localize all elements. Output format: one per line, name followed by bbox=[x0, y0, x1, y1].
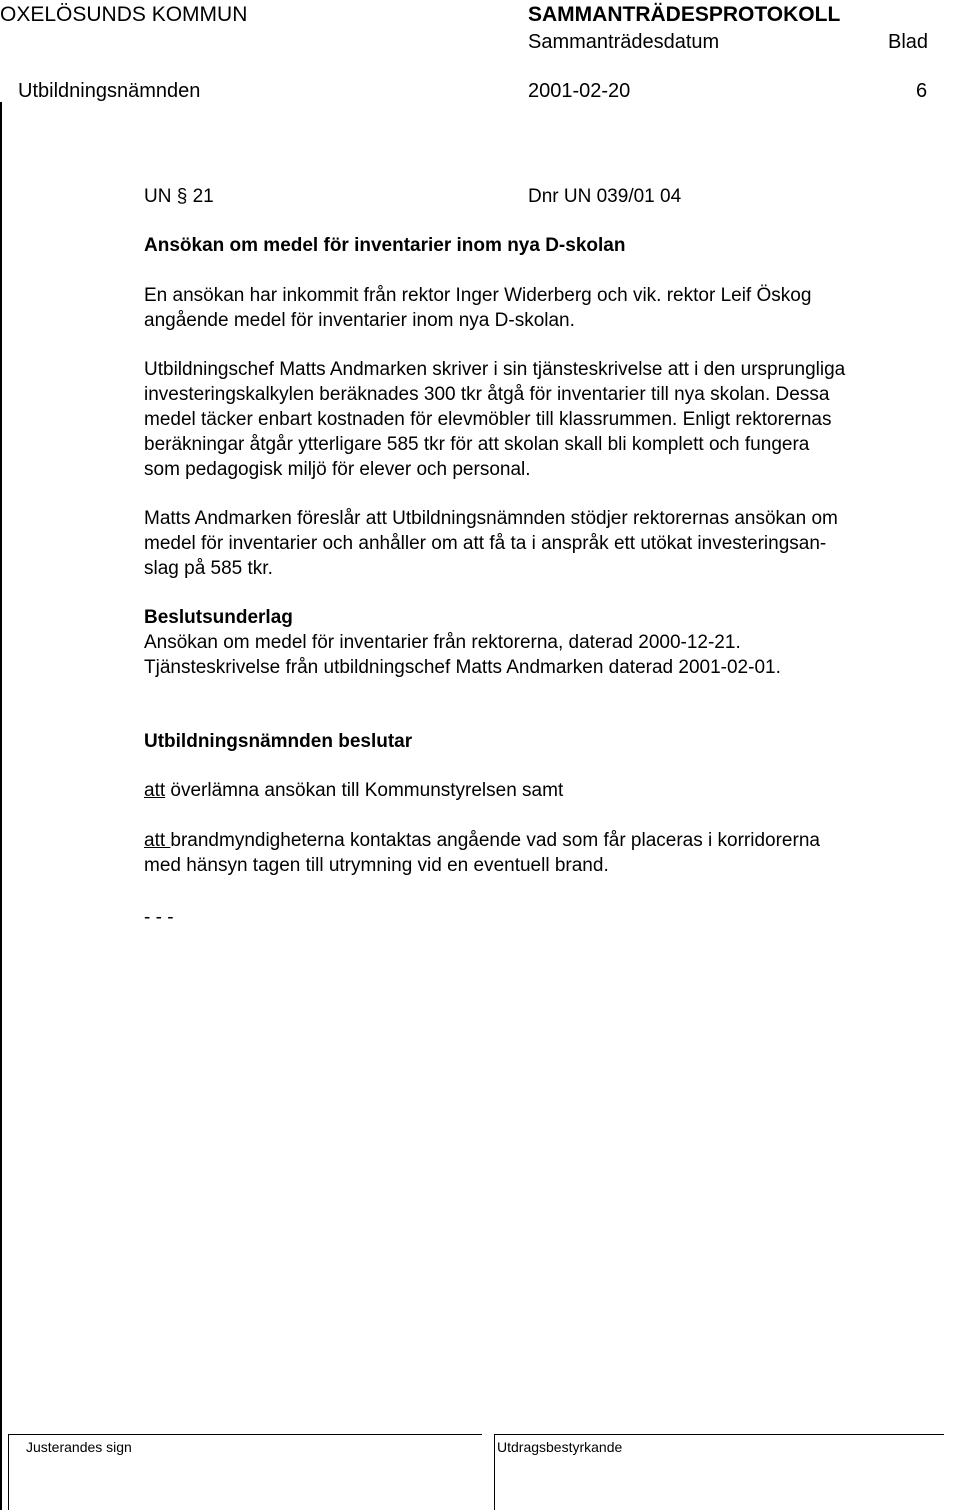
paragraph-line: angående medel för inventarier inom nya D-skolan. bbox=[144, 310, 575, 331]
end-marker: - - - bbox=[144, 907, 174, 928]
page-number: 6 bbox=[916, 80, 928, 102]
decision-basis bbox=[144, 605, 944, 680]
footer-sign-rule bbox=[8, 1434, 482, 1435]
board-name: Utbildningsnämnden bbox=[18, 80, 201, 102]
paragraph-line: investeringskalkylen beräknades 300 tkr åtgå för inventarier till nya skolan. Dessa bbox=[144, 384, 830, 405]
left-margin-rule bbox=[0, 102, 2, 1510]
paragraph-memo bbox=[144, 357, 944, 482]
meeting-date-label: Sammanträdesdatum bbox=[528, 31, 720, 53]
document-type: SAMMANTRÄDESPROTOKOLL bbox=[528, 3, 841, 26]
case-dnr: Dnr UN 039/01 04 bbox=[528, 186, 682, 207]
municipality-name: OXELÖSUNDS KOMMUN bbox=[0, 3, 248, 26]
decision-item-text: brandmyndigheterna kontaktas angående vad som får placeras i korridorerna bbox=[170, 830, 820, 851]
footer-extract-label: Utdragsbestyrkande bbox=[497, 1439, 623, 1455]
page-label: Blad bbox=[888, 31, 929, 53]
footer-extract-box-left bbox=[494, 1434, 495, 1510]
decision-item-text: med hänsyn tagen till utrymning vid en eventuell brand. bbox=[144, 855, 609, 876]
decision-basis-item: Ansökan om medel för inventarier från rektorerna, daterad 2000-12-21. bbox=[144, 632, 741, 653]
paragraph-proposal bbox=[144, 506, 944, 581]
paragraph-line: som pedagogisk miljö för elever och personal. bbox=[144, 459, 531, 480]
meeting-date: 2001-02-20 bbox=[528, 80, 631, 102]
paragraph-line: Utbildningschef Matts Andmarken skriver i sin tjänsteskrivelse att i den ursprungliga bbox=[144, 359, 846, 380]
paragraph-line: Matts Andmarken föreslår att Utbildningsnämnden stödjer rektorernas ansökan om bbox=[144, 508, 838, 529]
case-number: UN § 21 bbox=[144, 186, 214, 207]
footer-extract-rule bbox=[494, 1434, 944, 1435]
decision-basis-heading: Beslutsunderlag bbox=[144, 607, 293, 628]
decision-item-prefix: att bbox=[144, 830, 171, 851]
decision-item-prefix: att bbox=[144, 780, 166, 801]
paragraph-application bbox=[144, 283, 944, 333]
decision-basis-item: Tjänsteskrivelse från utbildningschef Matts Andmarken daterad 2001-02-01. bbox=[144, 657, 781, 678]
decision-item-text: överlämna ansökan till Kommunstyrelsen samt bbox=[165, 780, 564, 801]
decision-item-1 bbox=[144, 778, 563, 803]
footer-sign-label: Justerandes sign bbox=[26, 1439, 132, 1455]
footer-sign-box-left bbox=[8, 1434, 9, 1510]
paragraph-line: En ansökan har inkommit från rektor Inger Widerberg och vik. rektor Leif Öskog bbox=[144, 285, 812, 306]
paragraph-line: medel för inventarier och anhåller om att få ta i anspråk ett utökat investeringsan- bbox=[144, 533, 827, 554]
paragraph-line: beräkningar åtgår ytterligare 585 tkr för att skolan skall bli komplett och fungera bbox=[144, 434, 810, 455]
paragraph-line: slag på 585 tkr. bbox=[144, 558, 273, 579]
case-title: Ansökan om medel för inventarier inom nya D-skolan bbox=[144, 235, 626, 256]
decision-heading: Utbildningsnämnden beslutar bbox=[144, 731, 413, 752]
decision-item-2 bbox=[144, 828, 944, 878]
paragraph-line: medel täcker enbart kostnaden för elevmöbler till klassrummen. Enligt rektorernas bbox=[144, 409, 832, 430]
